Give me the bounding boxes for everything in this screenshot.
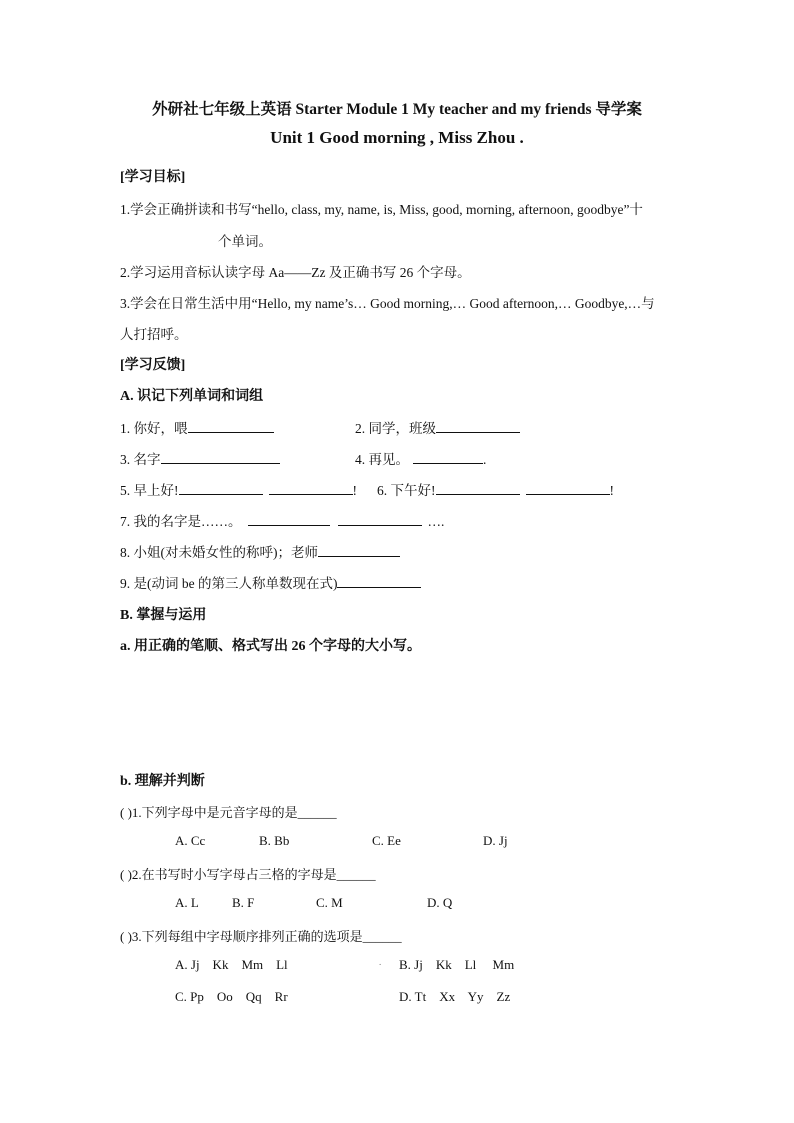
vocab-q9: [120, 572, 421, 592]
option[interactable]: D. Jj: [483, 833, 508, 848]
answer-paren[interactable]: ( ): [120, 805, 132, 820]
answer-blank[interactable]: [248, 513, 330, 526]
vocab-q6: [377, 479, 614, 499]
part-b-b-heading: b. 理解并判断: [120, 774, 205, 789]
vocab-q4: [355, 448, 486, 468]
vocab-q7-end: ….: [427, 514, 445, 529]
answer-paren[interactable]: ( ): [120, 867, 132, 882]
option[interactable]: C. Ee: [372, 833, 401, 848]
answer-blank[interactable]: [337, 575, 421, 588]
vocab-q2: [355, 417, 520, 437]
answer-paren[interactable]: ( ): [120, 929, 132, 944]
page-subtitle: Unit 1 Good morning , Miss Zhou .: [270, 128, 524, 147]
option[interactable]: C. M: [316, 895, 343, 910]
vocab-q7: [120, 510, 444, 530]
vocab-q5-end: !: [352, 483, 357, 498]
vocab-q6-label: 6. 下午好!: [377, 483, 436, 498]
vocab-q7-label: 7. 我的名字是……。: [120, 514, 242, 529]
goal-item-3-line-1: 3.学会在日常生活中用“Hello, my name’s… Good morning,… Good afternoon,… Goodbye,…与: [120, 296, 655, 311]
question-stem: 2.在书写时小写字母占三格的字母是______: [131, 867, 376, 882]
goal-item-3-line-2: 人打招呼。: [120, 327, 188, 342]
vocab-q5-label: 5. 早上好!: [120, 483, 179, 498]
option[interactable]: C. Pp Oo Qq Rr: [175, 989, 288, 1004]
page-title: 外研社七年级上英语 Starter Module 1 My teacher and my friends 导学案: [152, 101, 642, 118]
vocab-q3: [120, 448, 280, 468]
answer-blank[interactable]: [188, 420, 274, 433]
goal-item-2: 2.学习运用音标认读字母 Aa——Zz 及正确书写 26 个字母。: [120, 265, 471, 280]
vocab-q8-label: 8. 小姐(对未婚女性的称呼)；老师: [120, 545, 318, 560]
question-3: [120, 926, 402, 945]
feedback-heading: [学习反馈]: [120, 358, 186, 373]
goals-heading: [学习目标]: [120, 170, 186, 185]
stray-dot: .: [379, 957, 382, 967]
answer-blank[interactable]: [269, 482, 353, 495]
question-1: [120, 802, 337, 821]
vocab-q4-label: 4. 再见。: [355, 452, 409, 467]
writing-area[interactable]: [120, 662, 680, 762]
option[interactable]: B. F: [232, 895, 255, 910]
vocab-q4-end: .: [483, 452, 487, 467]
vocab-q1-label: 1. 你好，喂: [120, 421, 188, 436]
option[interactable]: B. Bb: [259, 833, 290, 848]
answer-blank[interactable]: [436, 420, 520, 433]
option[interactable]: D. Q: [427, 895, 453, 910]
option[interactable]: D. Tt Xx Yy Zz: [399, 989, 511, 1004]
answer-blank[interactable]: [413, 451, 483, 464]
vocab-q5: [120, 479, 357, 499]
option[interactable]: A. Cc: [175, 833, 206, 848]
answer-blank[interactable]: [436, 482, 520, 495]
question-stem: 3.下列每组中字母顺序排列正确的选项是______: [131, 929, 402, 944]
option[interactable]: A. Jj Kk Mm Ll: [175, 957, 288, 972]
question-stem: 1.下列字母中是元音字母的是______: [131, 805, 337, 820]
vocab-q8: [120, 541, 400, 561]
vocab-q3-label: 3. 名字: [120, 452, 161, 467]
answer-blank[interactable]: [179, 482, 263, 495]
part-b-a-heading: a. 用正确的笔顺、格式写出 26 个字母的大小写。: [120, 639, 421, 654]
answer-blank[interactable]: [161, 451, 280, 464]
part-a-heading: A. 识记下列单词和词组: [120, 389, 264, 404]
question-2: [120, 864, 376, 883]
answer-blank[interactable]: [318, 544, 400, 557]
vocab-q9-label: 9. 是(动词 be 的第三人称单数现在式): [120, 576, 338, 591]
option[interactable]: B. Jj Kk Ll Mm: [399, 957, 515, 972]
vocab-q1: [120, 417, 274, 437]
answer-blank[interactable]: [526, 482, 610, 495]
vocab-q2-label: 2. 同学，班级: [355, 421, 436, 436]
option[interactable]: A. L: [175, 895, 199, 910]
answer-blank[interactable]: [338, 513, 422, 526]
vocab-q6-end: !: [609, 483, 614, 498]
goal-item-1-line-1: 1.学会正确拼读和书写“hello, class, my, name, is, Miss, good, morning, afternoon, goodbye”十: [120, 202, 643, 217]
part-b-heading: B. 掌握与运用: [120, 608, 207, 623]
goal-item-1-line-2: 个单词。: [218, 234, 272, 249]
